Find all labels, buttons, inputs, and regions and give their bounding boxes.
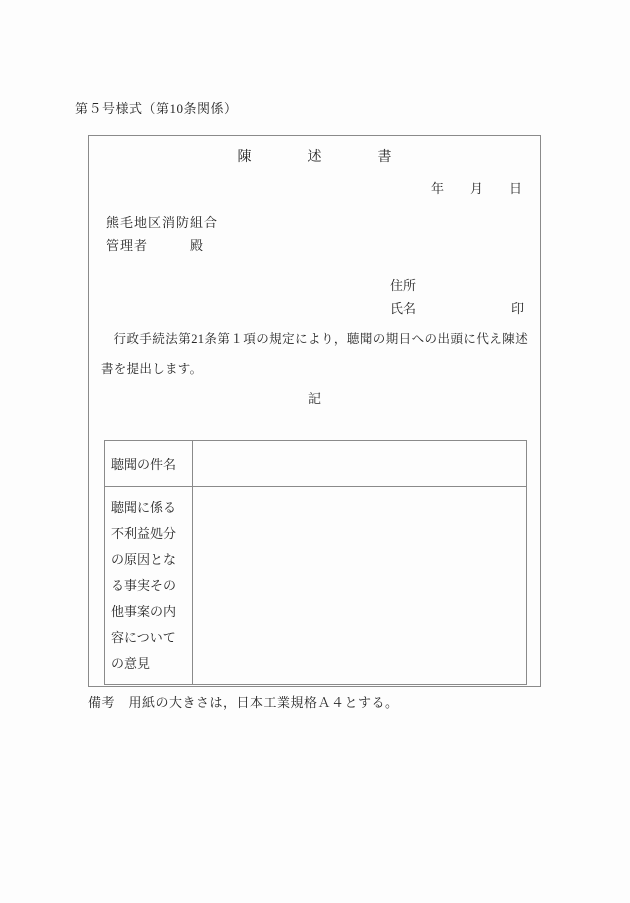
statement-form-box [88,135,541,687]
form-number-label: 第５号様式（第10条関係） [75,101,238,116]
table-row-opinion [105,487,527,685]
name-seal-row [390,298,524,317]
opinion-blank-area [193,487,527,685]
date-line: 年 月 日 [430,181,522,196]
name-label: 氏名 [390,301,417,316]
opinion-label [105,487,193,685]
opinion-label-line: の意見 [111,656,151,671]
seal-label: 印 [510,301,524,316]
address-label: 住所 [390,278,417,293]
body-paragraph: 行政手続法第21条第１項の規定により，聴聞の期日への出頭に代え陳述書を提出します。 [101,332,528,376]
record-marker: 記 [307,391,321,406]
hearing-table [104,440,527,685]
paper-size-note: 備考 用紙の大きさは，日本工業規格Ａ４とする。 [88,695,399,710]
opinion-label-line: 聴聞に係る [111,500,177,515]
opinion-label-line: る事実その [111,578,177,593]
opinion-label-line: 不利益処分 [111,526,177,541]
addressee-organization: 熊毛地区消防組合 [106,215,219,230]
form-title: 陳 述 書 [237,150,392,165]
opinion-label-line: の原因とな [111,552,177,567]
addressee-role-line: 管理者 殿 [106,238,205,253]
opinion-label-line: 容について [111,630,176,645]
hearing-subject-blank-area [193,441,527,487]
table-row-hearing-subject [105,441,527,487]
hearing-subject-label: 聴聞の件名 [105,441,193,487]
opinion-label-line: 他事案の内 [111,604,177,619]
